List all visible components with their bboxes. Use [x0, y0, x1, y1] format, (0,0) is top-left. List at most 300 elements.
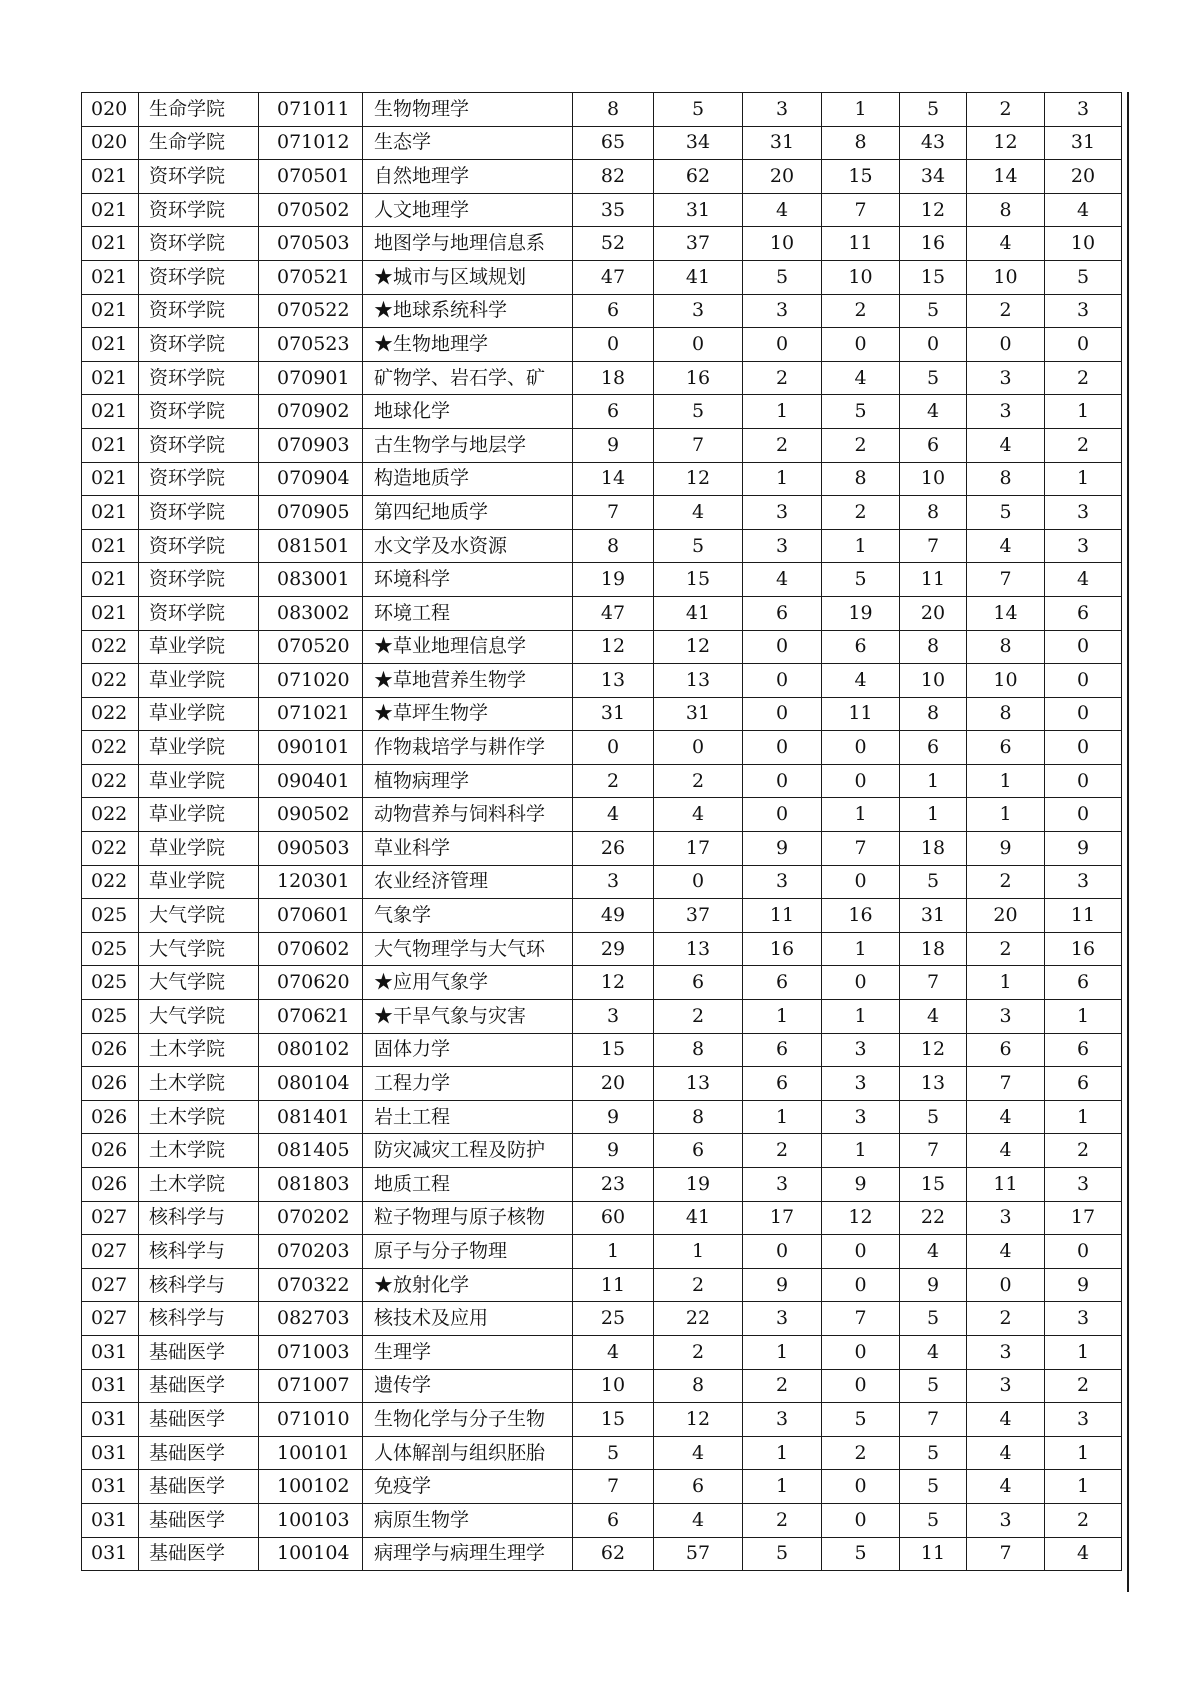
value-cell: 3	[822, 1100, 900, 1134]
value-cell: 3	[967, 1201, 1045, 1235]
value-cell: 9	[573, 428, 654, 462]
value-cell: 65	[573, 126, 654, 160]
value-cell: 1	[822, 1000, 900, 1034]
school-name-cell: 基础医学	[139, 1503, 259, 1537]
school-name-cell: 资环学院	[139, 294, 259, 328]
value-cell: 9	[1045, 1268, 1122, 1302]
value-cell: 8	[573, 529, 654, 563]
value-cell: 5	[900, 1302, 967, 1336]
table-row	[82, 1168, 1122, 1202]
value-cell: 7	[654, 428, 743, 462]
value-cell: 2	[822, 1436, 900, 1470]
value-cell: 0	[822, 1235, 900, 1269]
table-row	[82, 630, 1122, 664]
value-cell: 12	[654, 1403, 743, 1437]
value-cell: 15	[900, 260, 967, 294]
major-code-cell: 070901	[259, 361, 363, 395]
value-cell: 8	[822, 462, 900, 496]
value-cell: 7	[967, 563, 1045, 597]
value-cell: 23	[573, 1168, 654, 1202]
value-cell: 3	[967, 361, 1045, 395]
value-cell: 2	[743, 428, 822, 462]
school-name-cell: 核科学与	[139, 1268, 259, 1302]
value-cell: 6	[967, 731, 1045, 765]
value-cell: 2	[1045, 1369, 1122, 1403]
value-cell: 6	[1045, 966, 1122, 1000]
school-name-cell: 基础医学	[139, 1470, 259, 1504]
major-code-cell: 071010	[259, 1403, 363, 1437]
value-cell: 1	[822, 529, 900, 563]
value-cell: 0	[743, 328, 822, 362]
value-cell: 20	[743, 160, 822, 194]
major-name-cell: 人体解剖与组织胚胎	[363, 1436, 573, 1470]
school-name-cell: 草业学院	[139, 697, 259, 731]
value-cell: 7	[822, 193, 900, 227]
major-code-cell: 080104	[259, 1067, 363, 1101]
value-cell: 2	[822, 294, 900, 328]
major-code-cell: 071011	[259, 93, 363, 127]
school-code-cell: 021	[82, 193, 139, 227]
school-code-cell: 025	[82, 966, 139, 1000]
value-cell: 26	[573, 832, 654, 866]
major-name-cell: ★草业地理信息学	[363, 630, 573, 664]
school-name-cell: 资环学院	[139, 596, 259, 630]
major-name-cell: 农业经济管理	[363, 865, 573, 899]
value-cell: 8	[967, 630, 1045, 664]
value-cell: 25	[573, 1302, 654, 1336]
value-cell: 3	[1045, 1168, 1122, 1202]
value-cell: 11	[900, 563, 967, 597]
value-cell: 4	[967, 428, 1045, 462]
value-cell: 4	[967, 1470, 1045, 1504]
value-cell: 0	[573, 731, 654, 765]
value-cell: 0	[743, 697, 822, 731]
value-cell: 12	[654, 630, 743, 664]
value-cell: 0	[743, 664, 822, 698]
table-row	[82, 1201, 1122, 1235]
school-name-cell: 基础医学	[139, 1436, 259, 1470]
major-code-cell: 081401	[259, 1100, 363, 1134]
value-cell: 3	[743, 1168, 822, 1202]
value-cell: 2	[1045, 361, 1122, 395]
value-cell: 5	[900, 865, 967, 899]
value-cell: 1	[743, 1000, 822, 1034]
value-cell: 9	[967, 832, 1045, 866]
school-code-cell: 031	[82, 1537, 139, 1571]
value-cell: 6	[573, 294, 654, 328]
major-code-cell: 083002	[259, 596, 363, 630]
value-cell: 13	[900, 1067, 967, 1101]
school-code-cell: 025	[82, 1000, 139, 1034]
value-cell: 12	[967, 126, 1045, 160]
major-name-cell: 防灾减灾工程及防护	[363, 1134, 573, 1168]
value-cell: 3	[822, 1033, 900, 1067]
major-code-cell: 090401	[259, 764, 363, 798]
value-cell: 0	[743, 1235, 822, 1269]
value-cell: 1	[743, 1436, 822, 1470]
value-cell: 2	[743, 1369, 822, 1403]
major-code-cell: 070902	[259, 395, 363, 429]
value-cell: 5	[900, 1470, 967, 1504]
value-cell: 3	[1045, 529, 1122, 563]
value-cell: 11	[822, 227, 900, 261]
table-row	[82, 1235, 1122, 1269]
table-row	[82, 664, 1122, 698]
value-cell: 12	[573, 630, 654, 664]
value-cell: 9	[822, 1168, 900, 1202]
admissions-table	[81, 92, 1122, 1571]
table-row	[82, 1033, 1122, 1067]
school-name-cell: 草业学院	[139, 630, 259, 664]
school-name-cell: 大气学院	[139, 1000, 259, 1034]
school-name-cell: 资环学院	[139, 193, 259, 227]
value-cell: 52	[573, 227, 654, 261]
value-cell: 5	[900, 1369, 967, 1403]
value-cell: 6	[654, 966, 743, 1000]
value-cell: 4	[900, 395, 967, 429]
school-name-cell: 资环学院	[139, 361, 259, 395]
major-name-cell: 作物栽培学与耕作学	[363, 731, 573, 765]
value-cell: 1	[743, 1470, 822, 1504]
value-cell: 10	[900, 462, 967, 496]
value-cell: 6	[1045, 596, 1122, 630]
value-cell: 0	[1045, 1235, 1122, 1269]
admissions-table-sheet	[81, 92, 1122, 1571]
value-cell: 8	[654, 1100, 743, 1134]
school-code-cell: 021	[82, 395, 139, 429]
school-name-cell: 生命学院	[139, 93, 259, 127]
value-cell: 6	[1045, 1033, 1122, 1067]
major-code-cell: 070904	[259, 462, 363, 496]
school-name-cell: 资环学院	[139, 260, 259, 294]
school-name-cell: 资环学院	[139, 395, 259, 429]
value-cell: 1	[654, 1235, 743, 1269]
table-row	[82, 1100, 1122, 1134]
value-cell: 3	[967, 1369, 1045, 1403]
value-cell: 0	[1045, 328, 1122, 362]
value-cell: 4	[967, 1436, 1045, 1470]
value-cell: 13	[573, 664, 654, 698]
major-name-cell: ★草坪生物学	[363, 697, 573, 731]
major-name-cell: 核技术及应用	[363, 1302, 573, 1336]
value-cell: 7	[900, 529, 967, 563]
value-cell: 3	[743, 496, 822, 530]
value-cell: 2	[654, 1335, 743, 1369]
value-cell: 5	[900, 93, 967, 127]
school-name-cell: 大气学院	[139, 932, 259, 966]
table-row	[82, 93, 1122, 127]
table-row	[82, 899, 1122, 933]
major-code-cell: 080102	[259, 1033, 363, 1067]
table-row	[82, 1302, 1122, 1336]
value-cell: 8	[900, 630, 967, 664]
table-row	[82, 1369, 1122, 1403]
school-name-cell: 大气学院	[139, 899, 259, 933]
school-code-cell: 022	[82, 731, 139, 765]
value-cell: 1	[1045, 395, 1122, 429]
value-cell: 4	[900, 1235, 967, 1269]
value-cell: 12	[900, 1033, 967, 1067]
value-cell: 0	[822, 1268, 900, 1302]
value-cell: 3	[822, 1067, 900, 1101]
value-cell: 8	[654, 1369, 743, 1403]
value-cell: 9	[900, 1268, 967, 1302]
table-row	[82, 865, 1122, 899]
value-cell: 5	[900, 1503, 967, 1537]
value-cell: 9	[743, 1268, 822, 1302]
major-name-cell: 免疫学	[363, 1470, 573, 1504]
school-code-cell: 022	[82, 664, 139, 698]
major-code-cell: 070601	[259, 899, 363, 933]
value-cell: 37	[654, 227, 743, 261]
value-cell: 1	[743, 462, 822, 496]
value-cell: 18	[900, 832, 967, 866]
value-cell: 3	[967, 1335, 1045, 1369]
value-cell: 0	[743, 798, 822, 832]
major-code-cell: 070521	[259, 260, 363, 294]
value-cell: 4	[967, 1235, 1045, 1269]
value-cell: 1	[1045, 1436, 1122, 1470]
school-code-cell: 021	[82, 361, 139, 395]
school-code-cell: 021	[82, 563, 139, 597]
major-name-cell: 第四纪地质学	[363, 496, 573, 530]
value-cell: 4	[967, 529, 1045, 563]
value-cell: 8	[967, 193, 1045, 227]
major-code-cell: 070503	[259, 227, 363, 261]
value-cell: 19	[822, 596, 900, 630]
value-cell: 3	[743, 1302, 822, 1336]
value-cell: 4	[900, 1335, 967, 1369]
table-row	[82, 932, 1122, 966]
value-cell: 2	[743, 361, 822, 395]
value-cell: 5	[573, 1436, 654, 1470]
school-code-cell: 020	[82, 126, 139, 160]
value-cell: 4	[967, 1134, 1045, 1168]
value-cell: 5	[900, 1436, 967, 1470]
school-name-cell: 草业学院	[139, 731, 259, 765]
value-cell: 4	[967, 1403, 1045, 1437]
value-cell: 0	[1045, 697, 1122, 731]
table-row	[82, 1470, 1122, 1504]
value-cell: 9	[573, 1134, 654, 1168]
value-cell: 7	[967, 1537, 1045, 1571]
value-cell: 3	[1045, 865, 1122, 899]
value-cell: 1	[1045, 1000, 1122, 1034]
major-name-cell: 环境科学	[363, 563, 573, 597]
table-row	[82, 697, 1122, 731]
major-name-cell: 生态学	[363, 126, 573, 160]
major-name-cell: ★草地营养生物学	[363, 664, 573, 698]
school-code-cell: 026	[82, 1100, 139, 1134]
school-code-cell: 027	[82, 1268, 139, 1302]
value-cell: 19	[573, 563, 654, 597]
value-cell: 1	[900, 798, 967, 832]
value-cell: 0	[1045, 731, 1122, 765]
school-code-cell: 021	[82, 496, 139, 530]
value-cell: 41	[654, 260, 743, 294]
value-cell: 18	[573, 361, 654, 395]
value-cell: 9	[1045, 832, 1122, 866]
value-cell: 10	[900, 664, 967, 698]
major-code-cell: 070602	[259, 932, 363, 966]
value-cell: 1	[1045, 1100, 1122, 1134]
major-name-cell: 病理学与病理生理学	[363, 1537, 573, 1571]
value-cell: 3	[743, 294, 822, 328]
school-name-cell: 土木学院	[139, 1134, 259, 1168]
value-cell: 2	[822, 496, 900, 530]
value-cell: 17	[743, 1201, 822, 1235]
value-cell: 4	[1045, 563, 1122, 597]
school-code-cell: 026	[82, 1168, 139, 1202]
value-cell: 0	[900, 328, 967, 362]
table-row	[82, 1503, 1122, 1537]
table-row	[82, 328, 1122, 362]
major-name-cell: 生物化学与分子生物	[363, 1403, 573, 1437]
value-cell: 0	[654, 865, 743, 899]
table-row	[82, 496, 1122, 530]
school-code-cell: 031	[82, 1470, 139, 1504]
table-row	[82, 428, 1122, 462]
value-cell: 14	[967, 596, 1045, 630]
value-cell: 7	[900, 1134, 967, 1168]
school-code-cell: 020	[82, 93, 139, 127]
major-code-cell: 070322	[259, 1268, 363, 1302]
major-code-cell: 071020	[259, 664, 363, 698]
major-code-cell: 070903	[259, 428, 363, 462]
school-name-cell: 大气学院	[139, 966, 259, 1000]
value-cell: 62	[573, 1537, 654, 1571]
major-code-cell: 071021	[259, 697, 363, 731]
value-cell: 2	[743, 1134, 822, 1168]
value-cell: 31	[573, 697, 654, 731]
value-cell: 12	[654, 462, 743, 496]
value-cell: 4	[900, 1000, 967, 1034]
value-cell: 2	[967, 1302, 1045, 1336]
value-cell: 16	[654, 361, 743, 395]
major-code-cell: 090502	[259, 798, 363, 832]
value-cell: 10	[743, 227, 822, 261]
value-cell: 7	[573, 496, 654, 530]
value-cell: 2	[573, 764, 654, 798]
value-cell: 7	[822, 1302, 900, 1336]
table-row	[82, 227, 1122, 261]
major-code-cell: 100101	[259, 1436, 363, 1470]
value-cell: 4	[822, 664, 900, 698]
value-cell: 2	[654, 764, 743, 798]
value-cell: 0	[967, 1268, 1045, 1302]
school-code-cell: 031	[82, 1369, 139, 1403]
school-code-cell: 031	[82, 1436, 139, 1470]
major-name-cell: 原子与分子物理	[363, 1235, 573, 1269]
value-cell: 5	[900, 361, 967, 395]
major-name-cell: 气象学	[363, 899, 573, 933]
value-cell: 10	[967, 664, 1045, 698]
major-code-cell: 070501	[259, 160, 363, 194]
school-code-cell: 025	[82, 899, 139, 933]
value-cell: 15	[654, 563, 743, 597]
major-code-cell: 070202	[259, 1201, 363, 1235]
value-cell: 5	[822, 563, 900, 597]
school-name-cell: 生命学院	[139, 126, 259, 160]
major-code-cell: 081803	[259, 1168, 363, 1202]
value-cell: 43	[900, 126, 967, 160]
value-cell: 0	[1045, 798, 1122, 832]
major-code-cell: 082703	[259, 1302, 363, 1336]
major-name-cell: 人文地理学	[363, 193, 573, 227]
school-code-cell: 021	[82, 462, 139, 496]
school-code-cell: 021	[82, 294, 139, 328]
value-cell: 0	[822, 1335, 900, 1369]
value-cell: 31	[743, 126, 822, 160]
value-cell: 4	[822, 361, 900, 395]
school-code-cell: 027	[82, 1201, 139, 1235]
value-cell: 20	[900, 596, 967, 630]
value-cell: 6	[743, 966, 822, 1000]
table-row	[82, 294, 1122, 328]
value-cell: 82	[573, 160, 654, 194]
table-row	[82, 1134, 1122, 1168]
school-name-cell: 土木学院	[139, 1100, 259, 1134]
value-cell: 14	[573, 462, 654, 496]
value-cell: 0	[743, 731, 822, 765]
value-cell: 5	[1045, 260, 1122, 294]
value-cell: 3	[1045, 1302, 1122, 1336]
value-cell: 18	[900, 932, 967, 966]
value-cell: 11	[1045, 899, 1122, 933]
school-name-cell: 资环学院	[139, 328, 259, 362]
major-name-cell: 植物病理学	[363, 764, 573, 798]
school-name-cell: 土木学院	[139, 1067, 259, 1101]
value-cell: 11	[743, 899, 822, 933]
value-cell: 0	[1045, 764, 1122, 798]
value-cell: 8	[900, 697, 967, 731]
value-cell: 7	[822, 832, 900, 866]
value-cell: 31	[654, 697, 743, 731]
value-cell: 5	[654, 529, 743, 563]
value-cell: 6	[743, 1067, 822, 1101]
major-name-cell: 工程力学	[363, 1067, 573, 1101]
table-row	[82, 798, 1122, 832]
major-code-cell: 070203	[259, 1235, 363, 1269]
value-cell: 34	[900, 160, 967, 194]
value-cell: 0	[654, 328, 743, 362]
value-cell: 1	[1045, 462, 1122, 496]
value-cell: 5	[743, 260, 822, 294]
school-name-cell: 核科学与	[139, 1201, 259, 1235]
table-row	[82, 1403, 1122, 1437]
value-cell: 17	[1045, 1201, 1122, 1235]
major-code-cell: 070502	[259, 193, 363, 227]
value-cell: 5	[654, 93, 743, 127]
value-cell: 8	[967, 462, 1045, 496]
table-row	[82, 395, 1122, 429]
value-cell: 0	[1045, 630, 1122, 664]
value-cell: 35	[573, 193, 654, 227]
value-cell: 5	[654, 395, 743, 429]
value-cell: 22	[900, 1201, 967, 1235]
school-code-cell: 025	[82, 932, 139, 966]
school-code-cell: 021	[82, 227, 139, 261]
table-row	[82, 764, 1122, 798]
school-name-cell: 资环学院	[139, 428, 259, 462]
value-cell: 3	[654, 294, 743, 328]
value-cell: 7	[573, 1470, 654, 1504]
school-name-cell: 土木学院	[139, 1033, 259, 1067]
major-name-cell: ★放射化学	[363, 1268, 573, 1302]
value-cell: 6	[743, 596, 822, 630]
school-code-cell: 027	[82, 1302, 139, 1336]
school-code-cell: 021	[82, 596, 139, 630]
